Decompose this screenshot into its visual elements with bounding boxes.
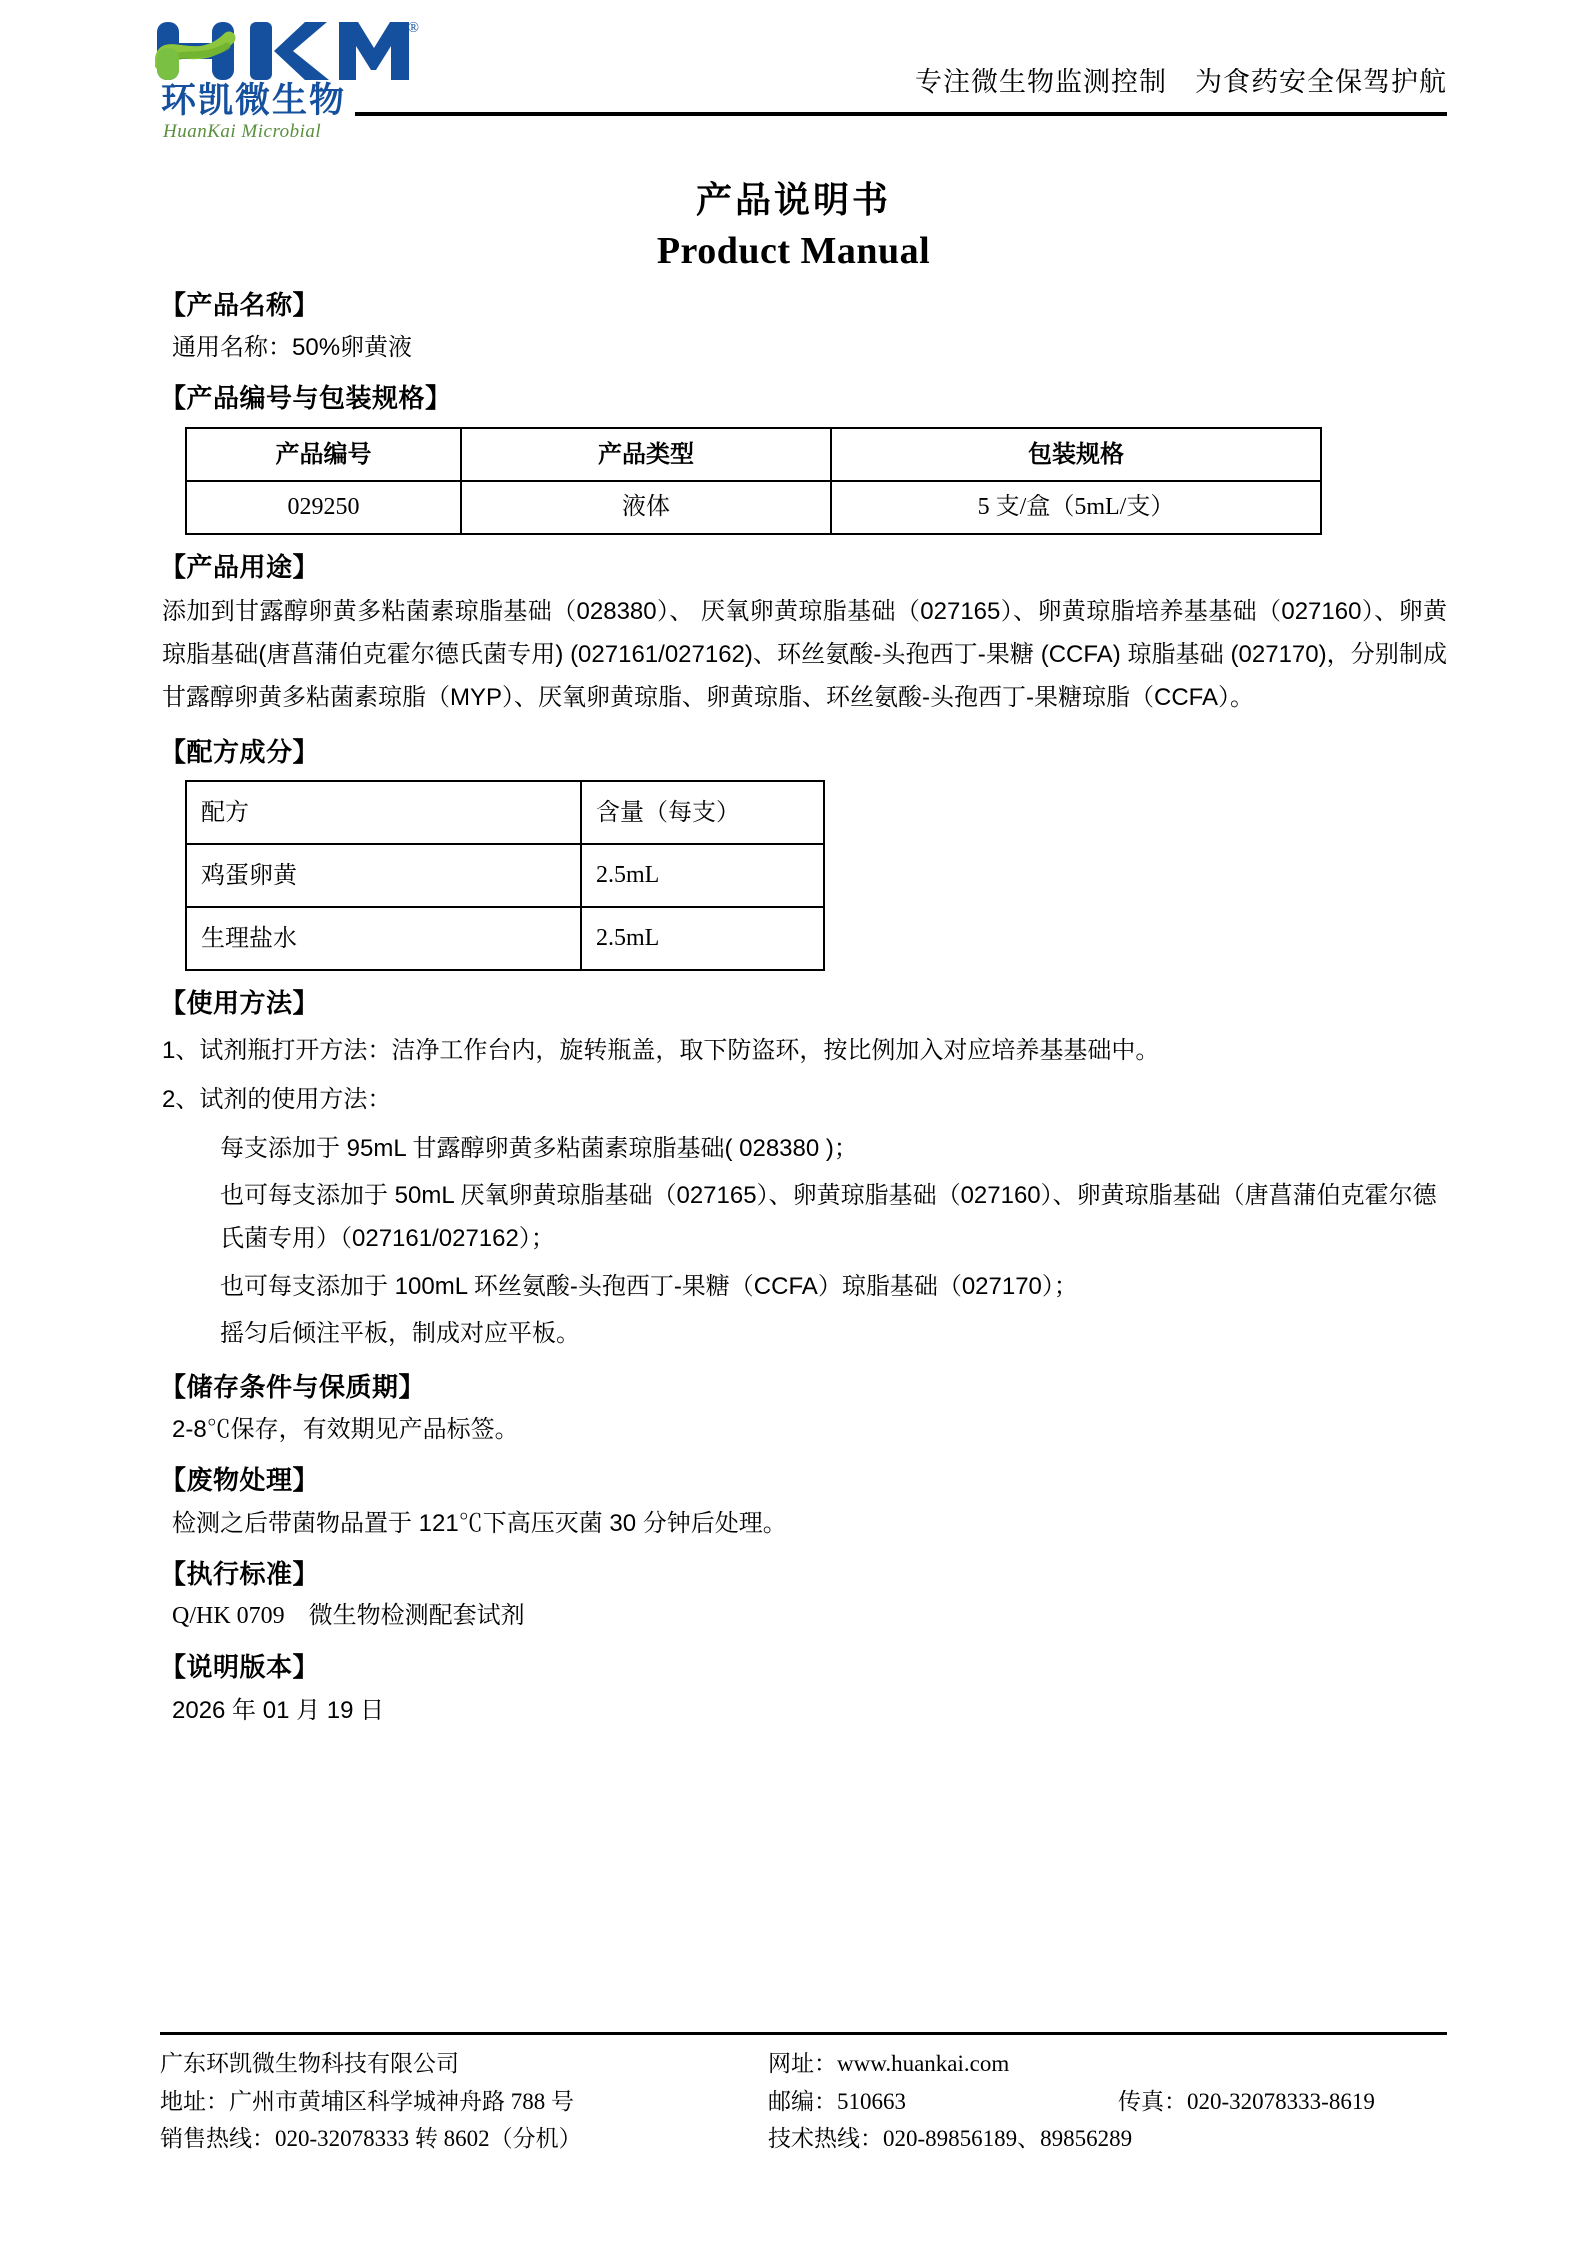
section-heading-product-name: 【产品名称】 bbox=[160, 290, 320, 320]
usage-substep-4: 摇匀后倾注平板，制成对应平板。 bbox=[220, 1319, 580, 1347]
footer-website: 网址：www.huankai.com bbox=[768, 2051, 1010, 2077]
footer-sales-hotline: 销售热线：020-32078333 转 8602（分机） bbox=[160, 2125, 582, 2151]
product-generic-name: 通用名称：50%卵黄液 bbox=[172, 334, 413, 362]
page-title-cn: 产品说明书 bbox=[695, 179, 891, 220]
cell-ingredient-name: 鸡蛋卵黄 bbox=[186, 844, 581, 907]
column-header-product-type: 产品类型 bbox=[461, 428, 831, 481]
table-row bbox=[186, 907, 824, 970]
footer-postcode: 邮编：510663 bbox=[768, 2088, 906, 2114]
section-heading-product-use: 【产品用途】 bbox=[160, 552, 320, 583]
footer-contact-block bbox=[768, 2045, 1133, 2157]
usage-step-2: 2、试剂的使用方法： bbox=[162, 1086, 392, 1114]
document-body bbox=[160, 285, 1447, 1729]
cell-product-type: 液体 bbox=[461, 481, 831, 534]
cell-package-spec: 5 支/盒（5mL/支） bbox=[831, 481, 1321, 534]
product-code-table bbox=[185, 427, 1322, 535]
page-footer bbox=[160, 2032, 1447, 2157]
column-header-package-spec: 包装规格 bbox=[831, 428, 1321, 481]
column-header-content: 含量（每支） bbox=[581, 781, 824, 844]
footer-tech-hotline: 技术热线：020-89856189、89856289 bbox=[768, 2125, 1133, 2151]
page-title-en: Product Manual bbox=[656, 230, 931, 272]
disposal-text: 检测之后带菌物品置于 121℃下高压灭菌 30 分钟后处理。 bbox=[172, 1509, 787, 1537]
section-heading-product-code: 【产品编号与包装规格】 bbox=[160, 383, 452, 414]
usage-step-1: 1、试剂瓶打开方法：洁净工作台内，旋转瓶盖，取下防盗环，按比例加入对应培养基基础中。 bbox=[162, 1036, 1160, 1064]
storage-text: 2-8℃保存，有效期见产品标签。 bbox=[172, 1416, 519, 1444]
section-heading-standard: 【执行标准】 bbox=[160, 1558, 320, 1589]
section-heading-disposal: 【废物处理】 bbox=[160, 1465, 320, 1496]
column-header-formula: 配方 bbox=[186, 781, 581, 844]
header-tagline: 专注微生物监测控制 为食药安全保驾护航 bbox=[915, 67, 1447, 97]
section-heading-formula: 【配方成分】 bbox=[160, 736, 320, 767]
table-header-row bbox=[186, 781, 824, 844]
standard-text: Q/HK 0709 微生物检测配套试剂 bbox=[172, 1603, 525, 1630]
cell-product-code: 029250 bbox=[186, 481, 461, 534]
header-divider bbox=[355, 112, 1447, 116]
page-header bbox=[155, 0, 1447, 140]
section-heading-version: 【说明版本】 bbox=[160, 1652, 320, 1683]
usage-substep-3: 也可每支添加于 100mL 环丝氨酸-头孢西丁-果糖（CCFA）琼脂基础（027170）； bbox=[220, 1272, 1078, 1300]
version-date: 2026 年 01 月 19 日 bbox=[172, 1696, 385, 1724]
usage-substep-2: 也可每支添加于 50mL 厌氧卵黄琼脂基础（027165）、卵黄琼脂基础（027160）、卵黄琼脂基础（唐菖蒲伯克霍尔德氏菌专用）（027161/027162）； bbox=[220, 1182, 1437, 1253]
logo-english-name: HuanKai Microbial bbox=[163, 121, 322, 142]
column-header-product-code: 产品编号 bbox=[186, 428, 461, 481]
cell-ingredient-amount: 2.5mL bbox=[581, 907, 824, 970]
footer-divider bbox=[160, 2032, 1447, 2035]
footer-company-name: 广东环凯微生物科技有限公司 bbox=[160, 2051, 459, 2077]
footer-fax: 传真：020-32078333-8619 bbox=[1118, 2088, 1375, 2114]
hkm-logo-mark bbox=[155, 18, 423, 84]
cell-ingredient-name: 生理盐水 bbox=[186, 907, 581, 970]
product-use-paragraph: 添加到甘露醇卵黄多粘菌素琼脂基础（028380）、 厌氧卵黄琼脂基础（027165）、卵黄琼脂培养基基础（027160）、卵黄琼脂基础(唐菖蒲伯克霍尔德氏菌专用) (027161/027162)、环丝氨酸-头孢西丁-果糖 (CCFA) 琼脂基础 (027170)，分别制成甘露醇卵黄多粘菌素琼脂（MYP）、厌氧卵黄琼脂、卵黄琼脂、环丝氨酸-头孢西丁-果糖琼脂（CCFA）。 bbox=[162, 598, 1447, 711]
table-row bbox=[186, 481, 1321, 534]
section-heading-usage: 【使用方法】 bbox=[160, 988, 320, 1019]
footer-fax-block bbox=[1118, 2045, 1447, 2157]
footer-company-block bbox=[160, 2045, 768, 2157]
section-heading-storage: 【储存条件与保质期】 bbox=[160, 1371, 426, 1402]
registered-trademark-icon: ® bbox=[407, 20, 419, 36]
formula-table bbox=[185, 780, 825, 972]
cell-ingredient-amount: 2.5mL bbox=[581, 844, 824, 907]
table-header-row bbox=[186, 428, 1321, 481]
footer-address: 地址：广州市黄埔区科学城神舟路 788 号 bbox=[160, 2088, 574, 2114]
usage-substep-1: 每支添加于 95mL 甘露醇卵黄多粘菌素琼脂基础( 028380 )； bbox=[220, 1134, 858, 1162]
table-row bbox=[186, 844, 824, 907]
logo-chinese-name: 环凯微生物 bbox=[161, 81, 347, 120]
